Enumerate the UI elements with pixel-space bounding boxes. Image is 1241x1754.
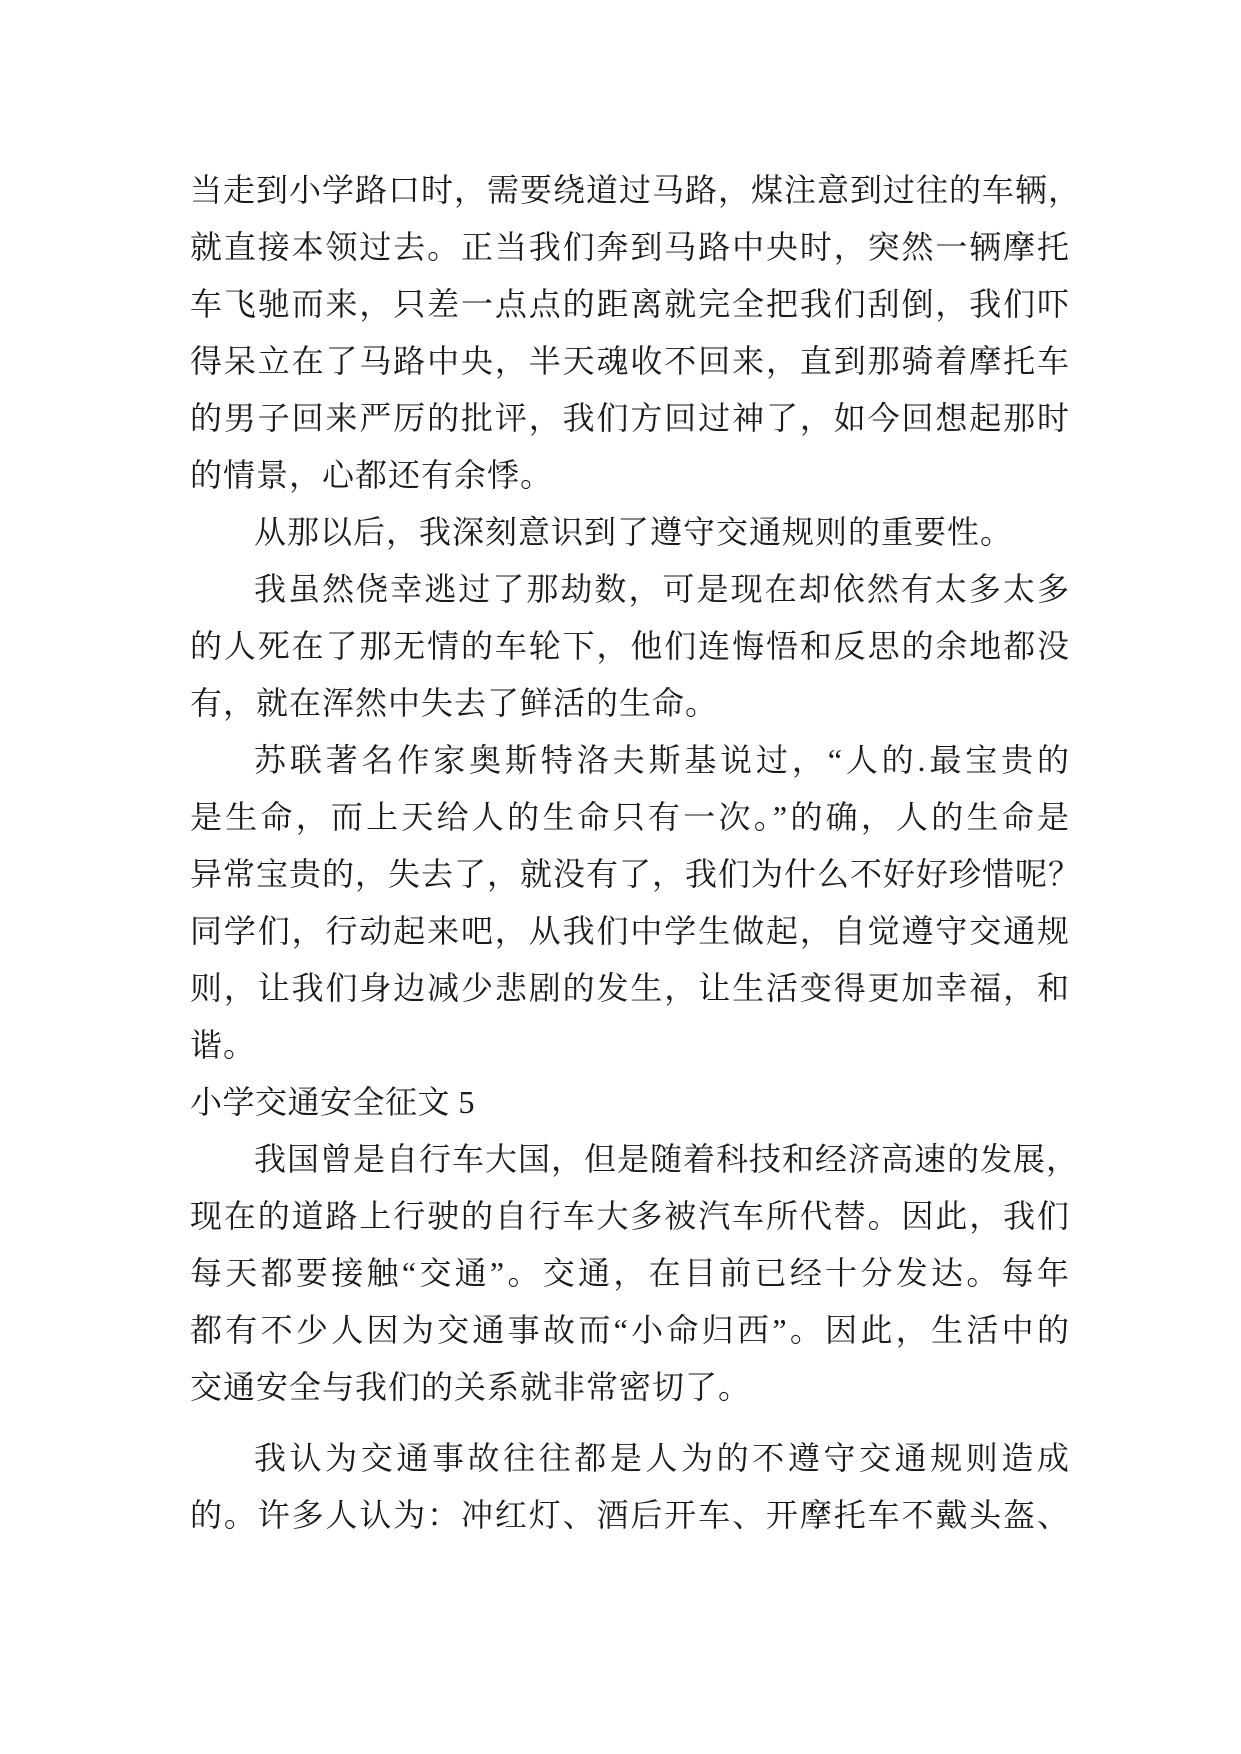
paragraph-line: 的。许多人认为：冲红灯、酒后开车、开摩托车不戴头盔、 [190,1497,1070,1533]
paragraph-line: 每天都要接触“交通”。交通，在目前已经十分发达。每年 [190,1255,1070,1291]
paragraph-line: 我国曾是自行车大国，但是随着科技和经济高速的发展， [254,1141,1080,1177]
paragraph-line: 同学们，行动起来吧，从我们中学生做起，自觉遵守交通规 [190,913,1070,949]
paragraph-line: 车飞驰而来，只差一点点的距离就完全把我们刮倒，我们吓 [190,286,1070,322]
paragraph-line: 有，就在浑然中失去了鲜活的生命。 [190,685,719,721]
paragraph-line: 是生命，而上天给人的生命只有一次。”的确，人的生命是 [190,799,1070,835]
paragraph-line: 我认为交通事故往往都是人为的不遵守交通规则造成 [254,1440,1070,1476]
paragraph-line: 的情景，心都还有余悸。 [190,457,554,493]
paragraph-line: 则，让我们身边减少悲剧的发生，让生活变得更加幸福，和 [190,970,1070,1006]
paragraph-line: 就直接本领过去。正当我们奔到马路中央时，突然一辆摩托 [190,229,1070,265]
paragraph-line: 都有不少人因为交通事故而“小命归西”。因此，生活中的 [190,1312,1070,1348]
section-heading: 小学交通安全征文 5 [190,1084,476,1120]
paragraph-line: 我虽然侥幸逃过了那劫数，可是现在却依然有太多太多 [254,571,1070,607]
paragraph-line: 从那以后，我深刻意识到了遵守交通规则的重要性。 [254,514,1014,550]
paragraph-line: 现在的道路上行驶的自行车大多被汽车所代替。因此，我们 [190,1198,1070,1234]
paragraph-line: 苏联著名作家奥斯特洛夫斯基说过，“人的.最宝贵的 [254,742,1070,778]
paragraph-line: 的人死在了那无情的车轮下，他们连悔悟和反思的余地都没 [190,628,1070,664]
paragraph-line: 的男子回来严厉的批评，我们方回过神了，如今回想起那时 [190,400,1070,436]
paragraph-line: 谐。 [190,1027,257,1063]
paragraph-line: 交通安全与我们的关系就非常密切了。 [190,1369,752,1405]
paragraph-line: 异常宝贵的，失去了，就没有了，我们为什么不好好珍惜呢？ [190,856,1082,892]
paragraph-line: 当走到小学路口时，需要绕道过马路，煤注意到过往的车辆， [190,172,1082,208]
paragraph-line: 得呆立在了马路中央，半天魂收不回来，直到那骑着摩托车 [190,343,1070,379]
essay-text [190,162,1082,1544]
